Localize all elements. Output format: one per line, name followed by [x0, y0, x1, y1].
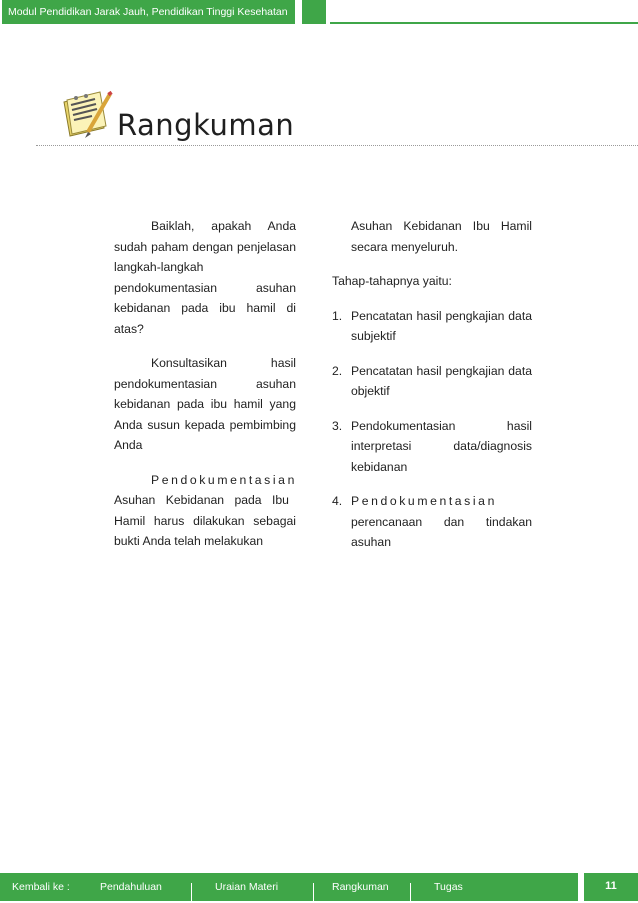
nav-link-pendahuluan[interactable]: Pendahuluan	[100, 881, 162, 893]
list-item-number: 1.	[332, 308, 343, 323]
paragraph-3-lead: Pendokumentasian	[151, 472, 297, 487]
list-item-text: perencanaan dan tindakan asuhan	[351, 514, 532, 549]
section-title: Rangkuman	[117, 108, 295, 142]
header-rule	[330, 22, 638, 24]
title-dotted-rule	[36, 145, 638, 146]
list-item-number: 3.	[332, 418, 343, 433]
paragraph-1: Baiklah, apakah Anda sudah paham dengan penjelasan langkah-langkah pendokumentasian asuhan kebidanan pada ibu hamil di atas?	[114, 219, 296, 336]
list-item-number: 2.	[332, 363, 343, 378]
list-item	[332, 306, 532, 347]
list-item-text: Pencatatan hasil pengkajian data subjektif	[351, 308, 532, 343]
paragraph-2: Konsultasikan hasil pendokumentasian asuhan kebidanan pada ibu hamil yang Anda susun kepada pembimbing Anda	[114, 356, 296, 452]
list-item-text: Pendokumentasian hasil interpretasi data/diagnosis kebidanan	[351, 418, 532, 474]
list-item-text: Pencatatan hasil pengkajian data objektif	[351, 363, 532, 398]
list-item	[332, 361, 532, 402]
list-item-number: 4.	[332, 494, 343, 508]
right-column	[332, 216, 532, 567]
header-module-title: Modul Pendidikan Jarak Jauh, Pendidikan Tinggi Kesehatan	[2, 0, 295, 24]
nav-link-tugas[interactable]: Tugas	[434, 881, 463, 893]
nav-separator	[191, 883, 192, 901]
nav-separator	[410, 883, 411, 901]
page-number: 11	[584, 873, 638, 901]
paragraph-3	[114, 470, 296, 552]
steps-list	[332, 306, 532, 553]
footer-back-label: Kembali ke :	[12, 881, 70, 893]
paragraph-3-continuation: Asuhan Kebidanan Ibu Hamil secara menyeluruh.	[351, 219, 532, 254]
list-item	[332, 416, 532, 478]
left-column	[114, 216, 296, 566]
list-item-lead: Pendokumentasian	[351, 494, 497, 508]
paragraph-3-rest: Asuhan Kebidanan pada Ibu Hamil harus dilakukan sebagai bukti Anda telah melakukan	[114, 493, 296, 548]
nav-separator	[313, 883, 314, 901]
list-item	[332, 491, 532, 553]
nav-link-rangkuman[interactable]: Rangkuman	[332, 881, 389, 893]
notepad-pencil-icon	[58, 88, 114, 142]
nav-link-uraian-materi[interactable]: Uraian Materi	[215, 881, 279, 893]
steps-intro: Tahap-tahapnya yaitu:	[332, 274, 452, 288]
header-square-decoration	[302, 0, 326, 24]
footer-nav-bar	[0, 873, 578, 901]
